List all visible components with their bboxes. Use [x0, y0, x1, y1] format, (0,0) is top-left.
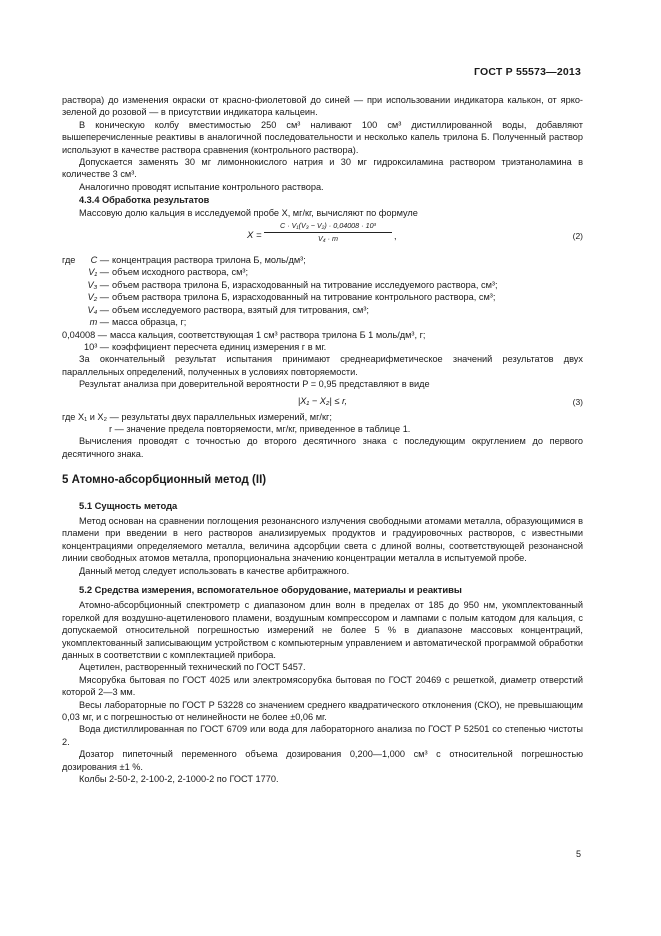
- formula-denominator: V₄ · m: [317, 234, 339, 244]
- formula-legend: [62, 254, 583, 353]
- document-body: [62, 94, 583, 786]
- formula-expression: |X₁ − X₂| ≤ r,: [297, 395, 348, 406]
- legend-text: концентрация раствора трилона Б, моль/дм³;: [112, 255, 306, 266]
- paragraph: Результат анализа при доверительной вероятности P = 0,95 представляют в виде: [79, 379, 430, 390]
- legend-text: масса образца, г;: [112, 317, 187, 328]
- legend-text: коэффициент пересчета единиц измерения г в мг.: [112, 341, 327, 352]
- paragraph: Данный метод следует использовать в качестве арбитражного.: [79, 565, 350, 576]
- paragraph: Допускается заменять 30 мг лимоннокислого натрия и 30 мг гидроксиламина раствором триэтаноламина в количестве 3 см³.: [62, 157, 583, 180]
- legend-text: масса кальция, соответствующая 1 см³ раствора трилона Б 1 моль/дм³, г;: [109, 329, 426, 340]
- legend-key: V₂ —: [87, 292, 109, 303]
- legend-key: 0,04008 —: [62, 329, 107, 340]
- paragraph: Атомно-абсорбционный спектрометр с диапазоном длин волн в пределах от 185 до 950 нм, укомплектованный горелкой для воздушно-ацетиленового пламени, воздушным компрессором и лампами с полым катодом для кальция, с допускаемой относительной погрешностью измерений не более 5 % в диапазоне массовых концентраций, укомплектованный записывающим устройством с компьютерным управлением и автоматической программой обработки данных в соответствии с комплектацией прибора.: [62, 600, 583, 661]
- formula-fraction: [264, 221, 392, 244]
- equation-number: (2): [572, 231, 583, 242]
- legend-key: V₄ —: [87, 304, 109, 315]
- legend-text: объем исследуемого раствора, взятый для титрования, см³;: [112, 304, 369, 315]
- subsection-heading-5-2: 5.2 Средства измерения, вспомогательное оборудование, материалы и реактивы: [79, 584, 462, 595]
- legend-line: r — значение предела повторяемости, мг/кг, приведенное в таблице 1.: [109, 423, 411, 434]
- paragraph: Мясорубка бытовая по ГОСТ 4025 или электромясорубка бытовая по ГОСТ 20469 с решеткой, диаметр отверстий которой 2—3 мм.: [62, 674, 583, 698]
- paragraph: Весы лабораторные по ГОСТ Р 53228 со значением среднего квадратического отклонения (СКО), не превышающим 0,03 мг, и с погрешностью от нелинейности не более ±0,06 мг.: [62, 699, 583, 723]
- legend-lead: где: [62, 255, 76, 266]
- page-number: 5: [575, 849, 581, 859]
- legend-text: объем исходного раствора, см³;: [112, 267, 249, 278]
- equation-number: (3): [572, 396, 583, 407]
- formula-comma: ,: [394, 231, 397, 242]
- formula-lhs: X =: [247, 230, 262, 242]
- subsection-heading-4-3-4: 4.3.4 Обработка результатов: [79, 195, 210, 206]
- paragraph: В коническую колбу вместимостью 250 см³ наливают 100 см³ дистиллированной воды, добавляют вышеперечисленные реактивы в аналогичной последовательности и несколько капель трилона Б. Полученный раствор используют в качестве раствора сравнения (контрольного раствора).: [62, 119, 583, 155]
- legend-line: где X₁ и X₂ — результаты двух параллельных измерений, мг/кг;: [62, 411, 332, 422]
- formula-numerator: C · V₁(V₃ − V₂) · 0,04008 · 10³: [264, 221, 392, 233]
- formula-2: [62, 221, 583, 251]
- formula-3: [62, 393, 583, 409]
- paragraph: Аналогично проводят испытание контрольного раствора.: [79, 181, 324, 192]
- legend-key: C —: [90, 255, 109, 266]
- subsection-heading-5-1: 5.1 Сущность метода: [79, 499, 178, 511]
- legend-key: m —: [89, 317, 109, 328]
- paragraph: Колбы 2-50-2, 2-100-2, 2-1000-2 по ГОСТ 1770.: [79, 774, 279, 785]
- paragraph: раствора) до изменения окраски от красно-фиолетовой до синей — при использовании индикатора калькон, от ярко-зеленой до розовой — в присутствии индикатора кальцеин.: [62, 95, 583, 118]
- paragraph: Ацетилен, растворенный технический по ГОСТ 5457.: [79, 662, 306, 673]
- legend-key: V₃ —: [87, 279, 109, 290]
- paragraph: Вода дистиллированная по ГОСТ 6709 или вода для лабораторного анализа по ГОСТ Р 52501 со степенью чистоты 2.: [62, 724, 583, 747]
- paragraph: Вычисления проводят с точностью до второго десятичного знака с последующим округлением до первого десятичного знака.: [62, 436, 583, 459]
- paragraph: Метод основан на сравнении поглощения резонансного излучения свободными атомами металла, образующимися в пламени при введении в него растворов анализируемых продуктов и градуировочных растворов, с известными концентрациями определяемого металла, величина адсорбции света с длиной волны, соответствующей резонансной линии свободных атомов металла, пропорциональна значению концентрации металла в испытуемой пробе.: [62, 515, 583, 564]
- legend-key: 10³ —: [83, 341, 109, 352]
- paragraph: За окончательный результат испытания принимают среднеарифметическое значений результатов двух параллельных определений, полученных в условиях повторяемости.: [62, 354, 583, 377]
- legend-text: объем раствора трилона Б, израсходованный на титрование исследуемого раствора, см³;: [112, 279, 498, 290]
- paragraph: Массовую долю кальция в исследуемой пробе X, мг/кг, вычисляют по формуле: [79, 207, 418, 218]
- legend-text: объем раствора трилона Б, израсходованный на титрование контрольного раствора, см³;: [112, 292, 496, 303]
- document-header-id: ГОСТ Р 55573—2013: [473, 66, 581, 78]
- legend-key: V₁ —: [88, 267, 109, 278]
- paragraph: Дозатор пипеточный переменного объема дозирования 0,200—1,000 см³ с относительной погрешностью дозирования ±1 %.: [62, 749, 583, 772]
- section-heading-5: 5 Атомно-абсорбционный метод (II): [62, 474, 267, 487]
